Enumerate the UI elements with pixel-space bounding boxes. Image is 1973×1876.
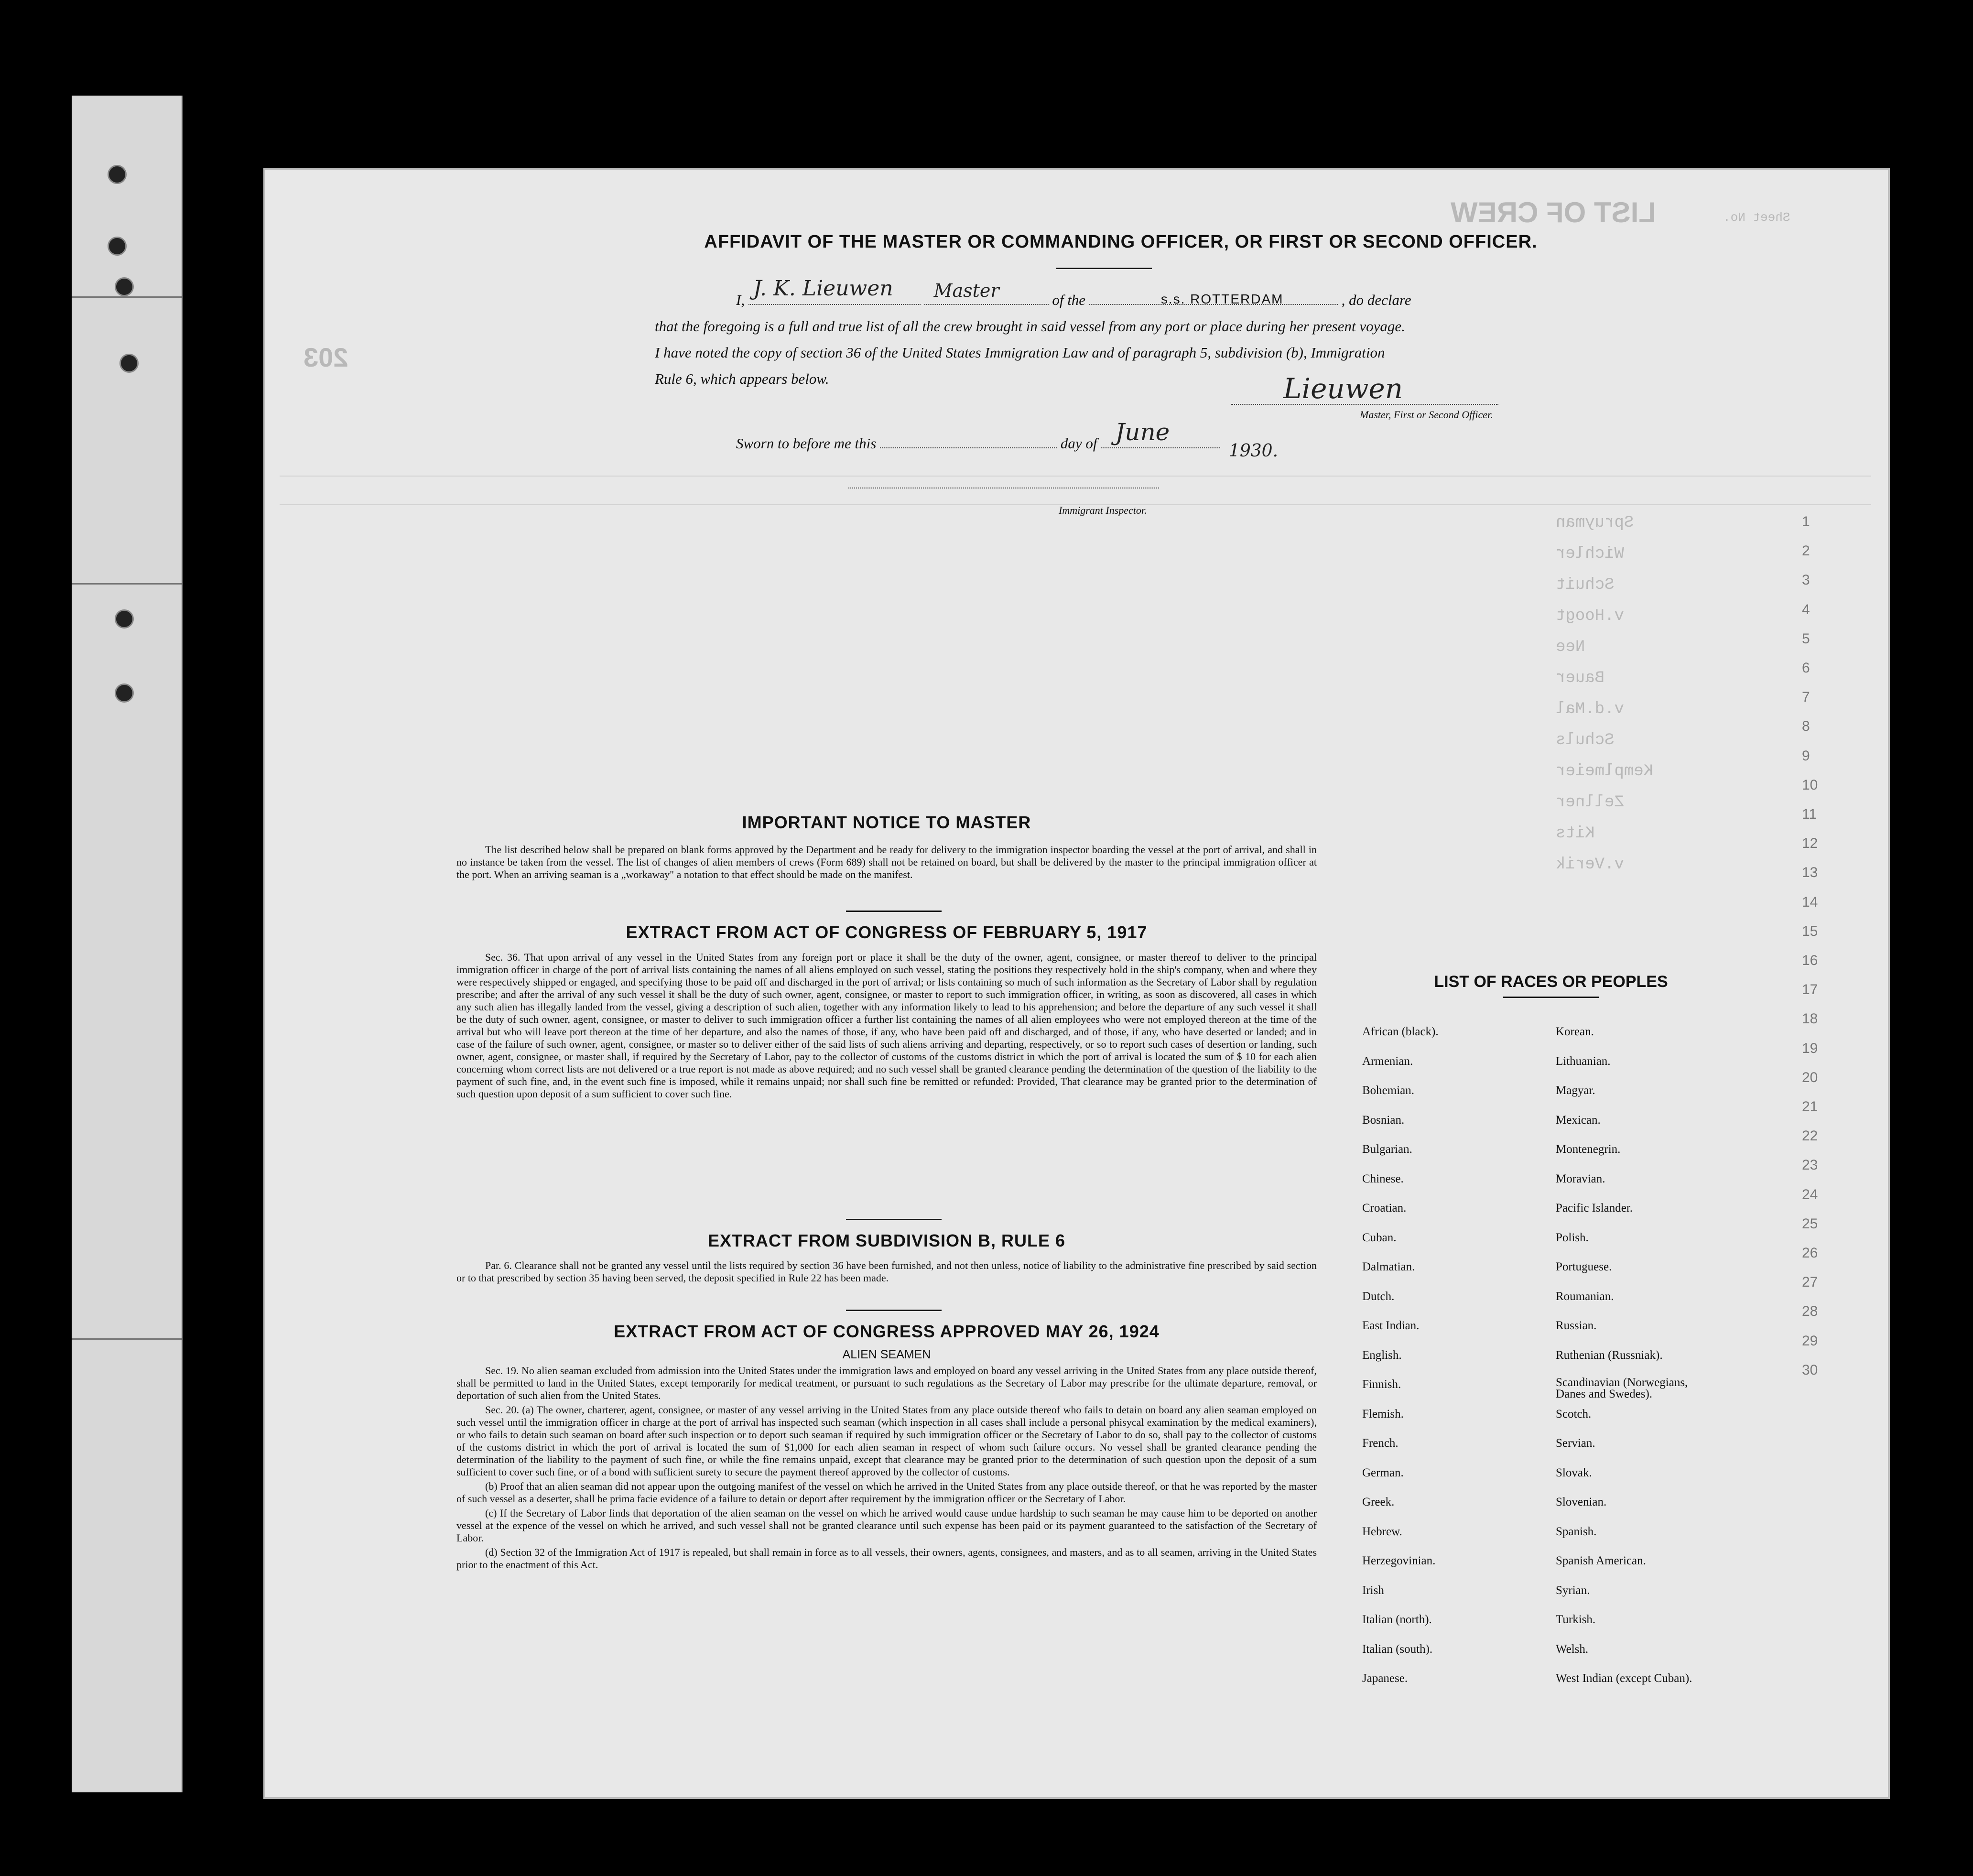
row-number: 10 xyxy=(1802,777,1818,793)
race-item: Croatian. xyxy=(1362,1202,1407,1215)
race-item: Montenegrin. xyxy=(1556,1143,1621,1156)
punch-hole xyxy=(108,237,127,256)
race-item: German. xyxy=(1362,1466,1404,1479)
race-item: French. xyxy=(1362,1437,1398,1450)
signer-title-field xyxy=(924,280,1049,305)
row-number: 15 xyxy=(1802,923,1818,939)
ghost-name: v.Hoogt xyxy=(1556,607,1624,625)
extract-1917-paragraph: Sec. 36. That upon arrival of any vessel in the United States from any foreign port or place it shall be the duty of the owner, agent, consignee, or master thereof to deliver to the principal immigration officer in charge of the port of arrival lists containing the names of all aliens employed on such vessel, stating the positions they respectively hold in the ship's company, when and where they were respectively shipped or engaged, and specifying those to be paid off and discharged in the port of arrival; or lists containing so much of such information as the Secretary of Labor shall by regulation prescribe; and after the arrival of any such vessel it shall be the duty of such owner, agent, consignee, or master to report to such immigration officer, in writing, as soon as discovered, all cases in which any such alien has illegally landed from the vessel, giving a description of such alien, together with any information likely to lead to his apprehension; and before the departure of any such vessel it shall be the duty of such owner, agent, consignee, or master to deliver to such immigration officer a further list containing the names of all alien employees who were not employed thereon at the time of the arrival but who will leave port thereon at the time of her departure, and also the names of those, if any, who have been paid off and discharged, and of those, if any, who have deserted or landed; and in case of the failure of such owner, agent, consignee, or master so to deliver either of the said lists of such aliens arriving and departing, respectively, or so to report such cases of desertion or landing, such owner, agent, consignee, or master shall, if required by the Secretary of Labor, pay to the collector of customs of the customs district in which the port of arrival is located the sum of $ 10 for each alien concerning whom correct lists are not delivered or a true report is not made as above required; and no such vessel shall be granted clearance pending the determination of the question of the liability to the payment of such fine, and, in the event such fine is imposed, while it remains unpaid; nor shall such fine be remitted or refunded: Provided, That clearance may be granted prior to the determination of such question upon deposit of a sum sufficient to cover such fine. xyxy=(456,951,1317,1100)
race-item: Russian. xyxy=(1556,1319,1597,1332)
signer-name: J. K. Lieuwen xyxy=(753,276,893,301)
day-field xyxy=(880,433,1057,448)
race-item: Chinese. xyxy=(1362,1172,1404,1185)
master-signature: Lieuwen xyxy=(1283,372,1403,405)
race-item: Dalmatian. xyxy=(1362,1260,1415,1273)
affidavit-line-3: I have noted the copy of section 36 of the United States Immigration Law and of paragraph 5, subdivision (b), Immigration xyxy=(655,344,1385,361)
row-number: 3 xyxy=(1802,572,1810,588)
race-item: Japanese. xyxy=(1362,1672,1408,1685)
race-item: Hebrew. xyxy=(1362,1525,1402,1538)
row-number: 19 xyxy=(1802,1040,1818,1056)
extract-1924-paragraph: Sec. 19. No alien seaman excluded from admission into the United States under the immigration laws and employed on board any vessel arriving in the United States from any place outside thereof, shall be permitted to land in the United States, except temporarily for medical treatment, or pursuant to such regulations as the Secretary of Labor may prescribe for the ultimate departure, removal, or deportation of such alien from the United States. xyxy=(456,1365,1317,1401)
row-number: 6 xyxy=(1802,660,1810,676)
ghost-name: Schuit xyxy=(1556,576,1615,594)
row-number: 17 xyxy=(1802,982,1818,998)
signature-line xyxy=(1231,372,1498,405)
punch-hole xyxy=(115,609,134,629)
vessel-name: s.s. ROTTERDAM xyxy=(1160,292,1284,306)
race-item: Turkish. xyxy=(1556,1613,1596,1626)
affidavit-title: AFFIDAVIT OF THE MASTER OR COMMANDING OFFICER, OR FIRST OR SECOND OFFICER. xyxy=(704,232,1538,252)
race-item: Bohemian. xyxy=(1362,1084,1415,1097)
row-number: 24 xyxy=(1802,1186,1818,1203)
signature-caption: Master, First or Second Officer. xyxy=(1360,409,1493,421)
row-number: 25 xyxy=(1802,1215,1818,1232)
race-item: Armenian. xyxy=(1362,1054,1413,1068)
race-item: Bosnian. xyxy=(1362,1113,1405,1127)
ghost-name: Zellner xyxy=(1556,793,1624,812)
extract-rule6-paragraph: Par. 6. Clearance shall not be granted any vessel until the lists required by section 36 have been furnished, and not then unless, notice of liability to the administrative fine prescribed by said section or to that prescribed by section 35 having been served, the deposit specified in Rule 22 has been made. xyxy=(456,1259,1317,1284)
ghost-name: Wichler xyxy=(1556,545,1624,563)
do-declare-label: , do declare xyxy=(1341,292,1411,308)
row-number: 2 xyxy=(1802,543,1810,559)
ghost-name: Kits xyxy=(1556,824,1595,843)
row-number: 27 xyxy=(1802,1274,1818,1290)
title-rule xyxy=(1056,268,1152,269)
row-number: 4 xyxy=(1802,601,1810,618)
of-the-label: of the xyxy=(1052,292,1086,308)
day-of-label: day of xyxy=(1060,435,1097,452)
bleed-through-header: LIST OF CREW xyxy=(1451,196,1656,228)
row-number: 23 xyxy=(1802,1157,1818,1173)
extract-1924-text xyxy=(456,1365,1317,1573)
notice-text xyxy=(456,844,1317,883)
sworn-line xyxy=(655,418,1687,461)
race-item: English. xyxy=(1362,1348,1402,1362)
affidavit-line-4: Rule 6, which appears below. xyxy=(655,370,829,387)
race-item: Polish. xyxy=(1556,1231,1589,1244)
row-number: 8 xyxy=(1802,718,1810,735)
ghost-name: v.d.Mal xyxy=(1556,700,1624,718)
signer-title: Master xyxy=(933,280,999,301)
race-item: Finnish. xyxy=(1362,1378,1401,1391)
row-number: 28 xyxy=(1802,1303,1818,1320)
sheet-number: 203 xyxy=(304,342,348,372)
row-number: 18 xyxy=(1802,1011,1818,1027)
race-item: Italian (south). xyxy=(1362,1642,1433,1656)
strip-divider xyxy=(72,1338,182,1340)
pronoun-i: I, xyxy=(736,292,745,308)
race-item: Flemish. xyxy=(1362,1407,1404,1421)
race-item: Scotch. xyxy=(1556,1407,1592,1421)
ghost-name: v.Verik xyxy=(1556,856,1624,874)
punch-hole xyxy=(108,165,127,184)
races-title-rule xyxy=(1503,997,1599,998)
extract-1924-paragraph: (d) Section 32 of the Immigration Act of 1917 is repealed, but shall remain in force as to all vessels, their owners, agents, consignees, and masters, and as to all seamen, arriving in the United States prior to the enactment of this Act. xyxy=(456,1546,1317,1571)
race-item: Slovenian. xyxy=(1556,1496,1607,1508)
adjacent-page-strip xyxy=(72,96,183,1792)
row-number: 29 xyxy=(1802,1333,1818,1349)
row-number: 21 xyxy=(1802,1099,1818,1115)
race-item: African (black). xyxy=(1362,1025,1439,1038)
punch-hole xyxy=(115,683,134,703)
manifest-page xyxy=(265,170,1888,1797)
race-item: Roumanian. xyxy=(1556,1290,1614,1303)
row-number: 7 xyxy=(1802,689,1810,705)
race-item: Portuguese. xyxy=(1556,1260,1612,1273)
race-item: West Indian (except Cuban). xyxy=(1556,1672,1692,1685)
notice-paragraph: The list described below shall be prepared on blank forms approved by the Department and be ready for delivery to the immigration inspector boarding the vessel at the port of arrival, and shall in no instance be taken from the vessel. The list of changes of alien members of crews (Form 689) shall not be retained on board, but shall be delivered by the master to the principal immigration officer at the port. When an arriving seaman is a „workaway" a notation to that effect should be made on the manifest. xyxy=(456,844,1317,880)
section-rule xyxy=(846,1219,942,1220)
vessel-name-field xyxy=(1089,290,1338,305)
extract-1917-text xyxy=(456,951,1317,1102)
section-rule xyxy=(846,1310,942,1311)
row-number: 16 xyxy=(1802,953,1818,968)
race-item: East Indian. xyxy=(1362,1319,1420,1332)
sworn-label: Sworn to before me this xyxy=(736,435,877,452)
notice-title: IMPORTANT NOTICE TO MASTER xyxy=(742,813,1031,832)
year-value: 1930. xyxy=(1228,441,1279,461)
ghost-name: Spruyman xyxy=(1556,514,1634,532)
race-item: Magyar. xyxy=(1556,1084,1595,1097)
ghost-name: Bauer xyxy=(1556,669,1605,687)
race-item: Spanish. xyxy=(1556,1525,1597,1538)
races-title: LIST OF RACES OR PEOPLES xyxy=(1434,973,1668,991)
extract-1917-title: EXTRACT FROM ACT OF CONGRESS OF FEBRUARY 5, 1917 xyxy=(626,922,1148,942)
race-item: Herzegovinian. xyxy=(1362,1554,1436,1567)
race-item: Irish xyxy=(1362,1583,1384,1597)
race-item: Korean. xyxy=(1556,1025,1594,1038)
race-item: Scandinavian (Norwegians, Danes and Swedes). xyxy=(1556,1376,1688,1400)
race-item: Ruthenian (Russniak). xyxy=(1556,1348,1663,1362)
row-number: 11 xyxy=(1802,806,1817,822)
row-number: 1 xyxy=(1802,514,1810,530)
race-item: Spanish American. xyxy=(1556,1554,1646,1567)
ghost-name: Nee xyxy=(1556,638,1585,656)
row-number: 13 xyxy=(1802,865,1818,881)
race-item: Welsh. xyxy=(1556,1642,1589,1656)
inspector-caption: Immigrant Inspector. xyxy=(1059,504,1147,516)
sheet-label: Sheet No. xyxy=(1723,210,1790,225)
race-item: Servian. xyxy=(1556,1437,1595,1450)
strip-divider xyxy=(72,296,182,298)
extract-rule6-title: EXTRACT FROM SUBDIVISION B, RULE 6 xyxy=(707,1231,1066,1250)
row-number: 20 xyxy=(1802,1069,1818,1085)
row-number: 26 xyxy=(1802,1245,1818,1261)
extract-1924-paragraph: (b) Proof that an alien seaman did not appear upon the outgoing manifest of the vessel on which he arrived in the United States from any place outside thereof, or that he was reported by the master of such vessel as a deserter, shall be prima facie evidence of a failure to detain or deport after requirement by the immigration officer or the Secretary of Labor. xyxy=(456,1480,1317,1505)
race-item: Lithuanian. xyxy=(1556,1054,1611,1068)
race-item: Bulgarian. xyxy=(1362,1143,1412,1156)
row-number: 5 xyxy=(1802,630,1810,647)
affidavit-line-2: that the foregoing is a full and true list of all the crew brought in said vessel from any port or place during her present voyage. xyxy=(655,318,1405,335)
race-item: Greek. xyxy=(1362,1496,1395,1508)
row-number: 9 xyxy=(1802,748,1810,764)
month-field xyxy=(1101,418,1220,448)
race-item: Syrian. xyxy=(1556,1583,1590,1597)
affidavit-declaration-line xyxy=(655,276,1687,314)
ghost-name: Kemplmeier xyxy=(1556,762,1654,781)
punch-hole xyxy=(119,354,139,373)
race-item: Pacific Islander. xyxy=(1556,1202,1633,1215)
row-number: 14 xyxy=(1802,894,1818,910)
row-number: 12 xyxy=(1802,835,1818,852)
race-item: Slovak. xyxy=(1556,1466,1592,1479)
signer-name-field xyxy=(748,276,921,305)
race-item: Dutch. xyxy=(1362,1290,1395,1303)
extract-1924-title: EXTRACT FROM ACT OF CONGRESS APPROVED MAY 26, 1924 xyxy=(614,1322,1160,1341)
ghost-name: Schuls xyxy=(1556,731,1615,749)
extract-rule6-text xyxy=(456,1259,1317,1286)
punch-hole xyxy=(115,277,134,296)
race-item: Italian (north). xyxy=(1362,1613,1432,1626)
race-item: Cuban. xyxy=(1362,1231,1397,1244)
extract-1924-paragraph: Sec. 20. (a) The owner, charterer, agent, consignee, or master of any vessel arriving in the United States from any place outside thereof who fails to detain on board any alien seaman employed on such vessel until the immigration officer in charge at the port of arrival has inspected such seaman (which inspection in all cases shall include a personal phisycal examination by the medical examiners), or who fails to detain such seaman on board after such inspection or to deport such seaman if required by such immigration officer or the Secretary of Labor to do so, shall pay to the collector of customs of the customs district in which the port of arrival is located the sum of $1,000 for each alien seaman in respect of whom such failure occurs. No vessel shall be granted clearance pending the determination of the liability to the payment of such fine, or while the fine remains unpaid, except that clearance may be granted prior to the determination of such question upon the deposit of a sum sufficient to cover such fine, or of a bond with sufficient surety to secure the payment thereof approved by the collector of customs. xyxy=(456,1404,1317,1478)
race-item: Moravian. xyxy=(1556,1172,1605,1185)
section-rule xyxy=(846,911,942,912)
row-number: 30 xyxy=(1802,1362,1818,1378)
month-value: June xyxy=(1115,418,1170,446)
extract-1924-subtitle: ALIEN SEAMEN xyxy=(842,1348,931,1361)
strip-divider xyxy=(72,583,182,585)
ghost-rule xyxy=(280,476,1871,477)
extract-1924-paragraph: (c) If the Secretary of Labor finds that deportation of the alien seaman on the vessel on which he arrived would cause undue hardship to such seaman he may cause him to be deported on another vessel at the expence of the vessel on which he arrived, and such vessel shall not be granted clearance until such expense has been paid or its payment guaranteed to the satisfaction of the Secretary of Labor. xyxy=(456,1507,1317,1544)
row-number: 22 xyxy=(1802,1128,1818,1144)
race-item: Mexican. xyxy=(1556,1113,1601,1127)
